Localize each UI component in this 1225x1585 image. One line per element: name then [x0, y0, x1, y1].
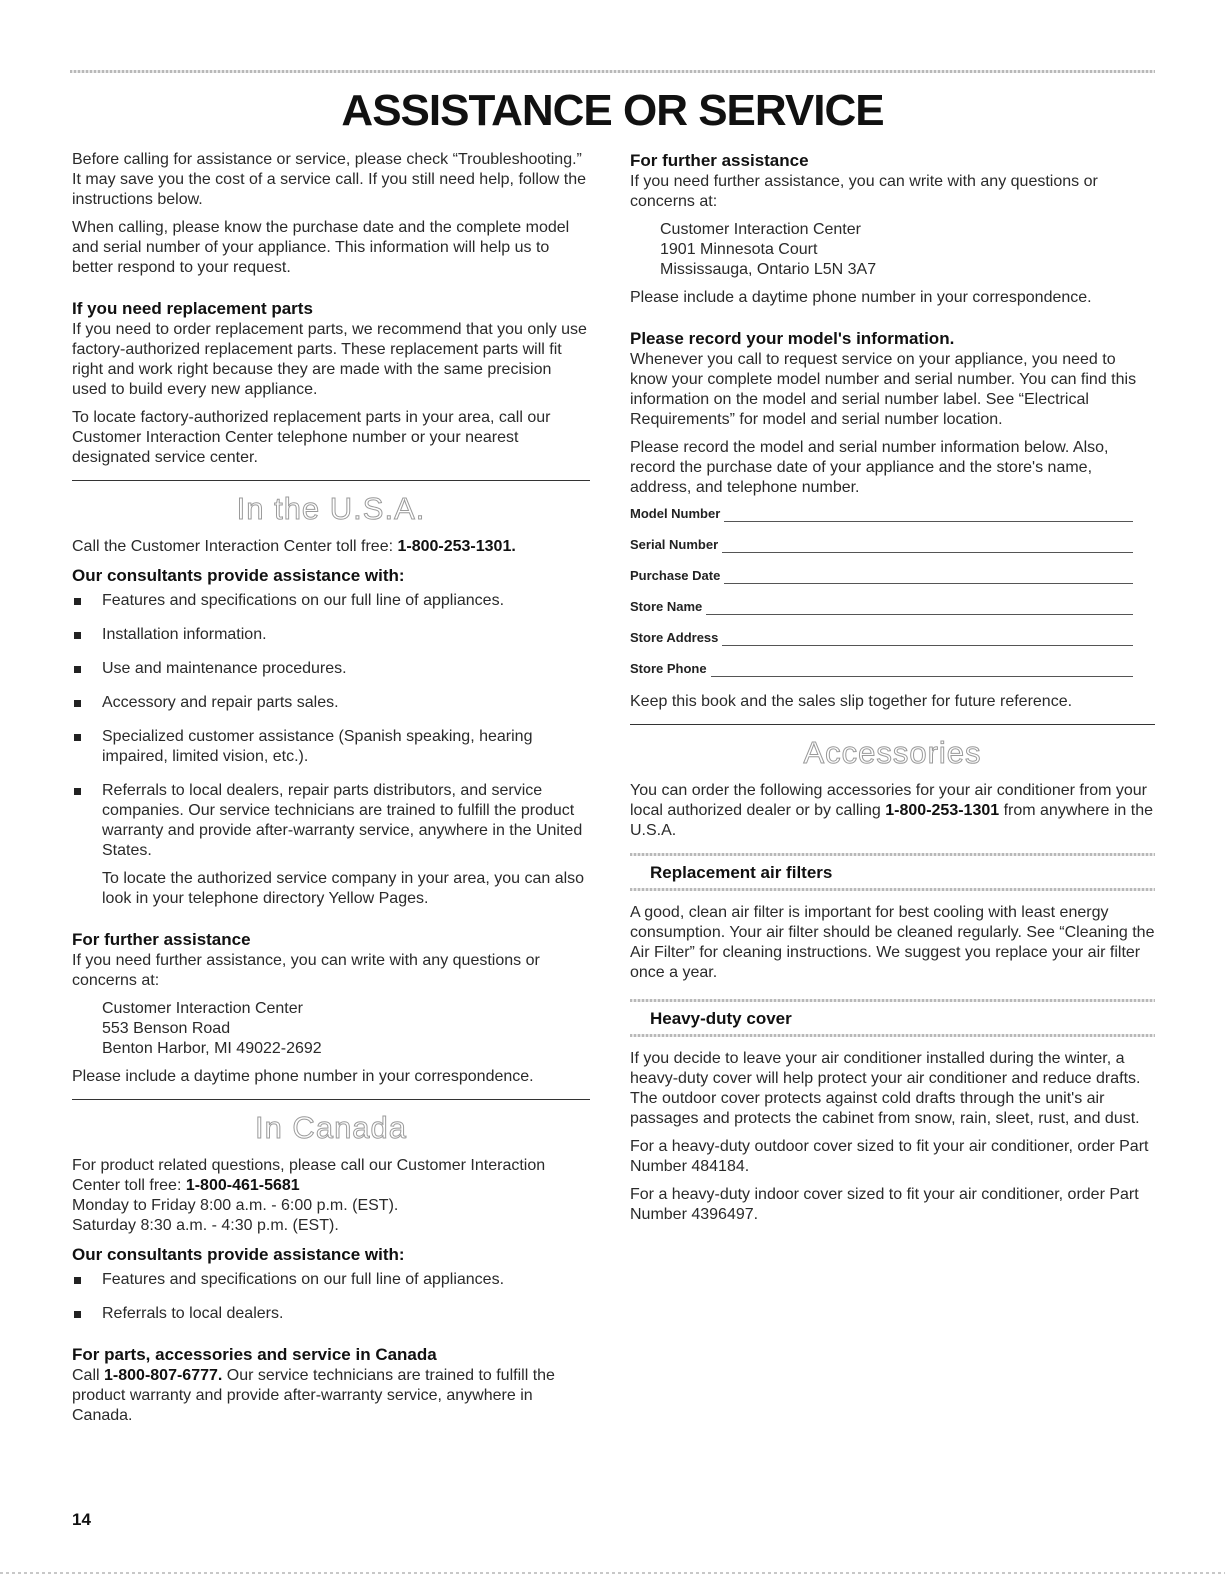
usa-phone-number: 1-800-253-1301. — [397, 538, 516, 555]
form-row-purchase-date — [630, 568, 1155, 584]
page-number: 14 — [72, 1510, 91, 1529]
accessories-phone-number: 1-800-253-1301 — [885, 802, 1000, 819]
canada-assistance-list — [72, 1270, 590, 1324]
cover-paragraph-2: For a heavy-duty outdoor cover sized to fit your air conditioner, order Part Number 484184. — [630, 1138, 1149, 1175]
further-assistance-paragraph: If you need further assistance, you can write with any questions or concerns at: — [72, 952, 540, 989]
model-info-form — [630, 506, 1155, 677]
usa-call-text: Call the Customer Interaction Center toll free: — [72, 538, 398, 555]
replacement-paragraph-2: To locate factory-authorized replacement parts in your area, call our Customer Interaction Center telephone number or your nearest designated service center. — [72, 409, 551, 466]
list-item: Installation information. — [72, 625, 590, 645]
usa-call-line — [72, 537, 590, 557]
canada-hours-weekday: Monday to Friday 8:00 a.m. - 6:00 p.m. (EST). — [72, 1197, 399, 1214]
form-blank-line[interactable] — [724, 509, 1133, 522]
canada-mailing-address — [630, 220, 1155, 280]
section-divider — [630, 724, 1155, 725]
form-label: Purchase Date — [630, 568, 721, 583]
top-rule — [70, 70, 1155, 73]
list-item: Referrals to local dealers, repair parts distributors, and service companies. Our service technicians are trained to fulfill the product warranty and provide after-warranty service, anywhere in the United States. — [72, 781, 590, 861]
left-column — [72, 150, 590, 1434]
form-blank-line[interactable] — [711, 664, 1133, 677]
accessories-section-heading: Accessories — [803, 735, 982, 770]
canada-consultants-heading: Our consultants provide assistance with: — [72, 1245, 405, 1264]
shaded-band — [630, 888, 1155, 891]
form-row-store-name — [630, 599, 1155, 615]
usa-consultants-heading: Our consultants provide assistance with: — [72, 566, 405, 585]
daytime-phone-note: Please include a daytime phone number in your correspondence. — [630, 289, 1092, 306]
filters-paragraph: A good, clean air filter is important for best cooling with least energy consumption. Your air filter should be cleaned regularly. See “Cleaning the Air Filter” for cleaning instructions. We suggest you replace your air filter once a year. — [630, 904, 1155, 981]
canada-phone-number: 1-800-461-5681 — [185, 1177, 300, 1194]
section-divider — [72, 1099, 590, 1100]
parts-text: Our service technicians are trained to fulfill the product warranty and provide after-warranty service, anywhere in Canada. — [72, 1367, 555, 1424]
address-line: 1901 Minnesota Court — [660, 241, 818, 258]
form-row-store-phone — [630, 661, 1155, 677]
form-label: Store Address — [630, 630, 719, 645]
list-item: Use and maintenance procedures. — [72, 659, 590, 679]
usa-assistance-list — [72, 591, 590, 861]
accessories-text: You can order the following accessories for your air conditioner from your local authorized dealer or by calling — [630, 782, 1147, 819]
replacement-parts-heading: If you need replacement parts — [72, 299, 313, 318]
further-assistance-heading: For further assistance — [72, 930, 251, 949]
form-row-store-address — [630, 630, 1155, 646]
list-item: Accessory and repair parts sales. — [72, 693, 590, 713]
form-row-serial-number — [630, 537, 1155, 553]
form-row-model-number — [630, 506, 1155, 522]
cover-paragraph-1: If you decide to leave your air conditioner installed during the winter, a heavy-duty cover will help protect your air conditioner and reduce drafts. The outdoor cover protects against cold drafts through the unit's air passages and protects the cabinet from snow, rain, sleet, rust, and dust. — [630, 1050, 1141, 1127]
usa-locate-paragraph: To locate the authorized service company in your area, you can also look in your telephone directory Yellow Pages. — [102, 870, 585, 907]
further-assistance-paragraph: If you need further assistance, you can write with any questions or concerns at: — [630, 173, 1098, 210]
replacement-filters-heading: Replacement air filters — [650, 863, 833, 882]
list-item: Features and specifications on our full line of appliances. — [72, 1270, 590, 1290]
form-blank-line[interactable] — [724, 571, 1133, 584]
form-label: Serial Number — [630, 537, 719, 552]
usa-mailing-address — [72, 999, 590, 1059]
canada-text: For product related questions, please call our Customer Interaction Center toll free: — [72, 1157, 546, 1194]
form-label: Store Phone — [630, 661, 707, 676]
cover-paragraph-3: For a heavy-duty indoor cover sized to fit your air conditioner, order Part Number 4396497. — [630, 1186, 1139, 1223]
address-line: Customer Interaction Center — [660, 221, 861, 238]
form-label: Store Name — [630, 599, 703, 614]
canada-paragraph — [72, 1156, 590, 1196]
section-divider — [72, 480, 590, 481]
form-blank-line[interactable] — [722, 540, 1133, 553]
accessories-text-end: from anywhere in the U.S.A. — [630, 802, 1153, 839]
canada-parts-paragraph — [72, 1366, 590, 1426]
intro-paragraph-1: Before calling for assistance or service, please check “Troubleshooting.” It may save you the cost of a service call. If you still need help, follow the instructions below. — [72, 151, 587, 208]
canada-hours-saturday: Saturday 8:30 a.m. - 4:30 p.m. (EST). — [72, 1217, 339, 1234]
address-line: 553 Benson Road — [102, 1020, 231, 1037]
intro-paragraph-2: When calling, please know the purchase date and the complete model and serial number of your appliance. This information will help us to better respond to your request. — [72, 219, 570, 276]
parts-phone-number: 1-800-807-6777. — [104, 1367, 223, 1384]
form-blank-line[interactable] — [722, 633, 1133, 646]
list-item: Specialized customer assistance (Spanish speaking, hearing impaired, limited vision, etc.). — [72, 727, 590, 767]
replacement-paragraph-1: If you need to order replacement parts, we recommend that you only use factory-authorized replacement parts. These replacement parts will fit right and work right because they are made with the same precision used to build every new appliance. — [72, 321, 587, 398]
bottom-rule — [0, 1572, 1225, 1574]
record-paragraph-2: Please record the model and serial number information below. Also, record the purchase date of your appliance and the store's name, address, and telephone number. — [630, 439, 1109, 496]
further-assistance-heading: For further assistance — [630, 151, 809, 170]
right-column — [630, 150, 1155, 1233]
address-line: Customer Interaction Center — [102, 1000, 303, 1017]
daytime-phone-note: Please include a daytime phone number in your correspondence. — [72, 1068, 534, 1085]
heavy-duty-cover-heading: Heavy-duty cover — [650, 1009, 792, 1028]
keep-book-note: Keep this book and the sales slip together for future reference. — [630, 693, 1073, 710]
usa-section-heading: In the U.S.A. — [236, 491, 426, 526]
parts-call-text: Call — [72, 1367, 105, 1384]
address-line: Benton Harbor, MI 49022-2692 — [102, 1040, 322, 1057]
canada-section-heading: In Canada — [254, 1110, 408, 1145]
list-item: Features and specifications on our full line of appliances. — [72, 591, 590, 611]
list-item: Referrals to local dealers. — [72, 1304, 590, 1324]
address-line: Mississauga, Ontario L5N 3A7 — [660, 261, 877, 278]
record-info-heading: Please record your model's information. — [630, 329, 955, 348]
shaded-band — [630, 1034, 1155, 1037]
form-blank-line[interactable] — [706, 602, 1133, 615]
record-paragraph-1: Whenever you call to request service on your appliance, you need to know your complete model number and serial number. You can find this information on the model and serial number label. See “Electrical Requirements” for model and serial number location. — [630, 351, 1137, 428]
accessories-paragraph — [630, 781, 1155, 841]
form-label: Model Number — [630, 506, 721, 521]
canada-parts-heading: For parts, accessories and service in Canada — [72, 1345, 437, 1364]
page-title: ASSISTANCE OR SERVICE — [341, 86, 884, 135]
